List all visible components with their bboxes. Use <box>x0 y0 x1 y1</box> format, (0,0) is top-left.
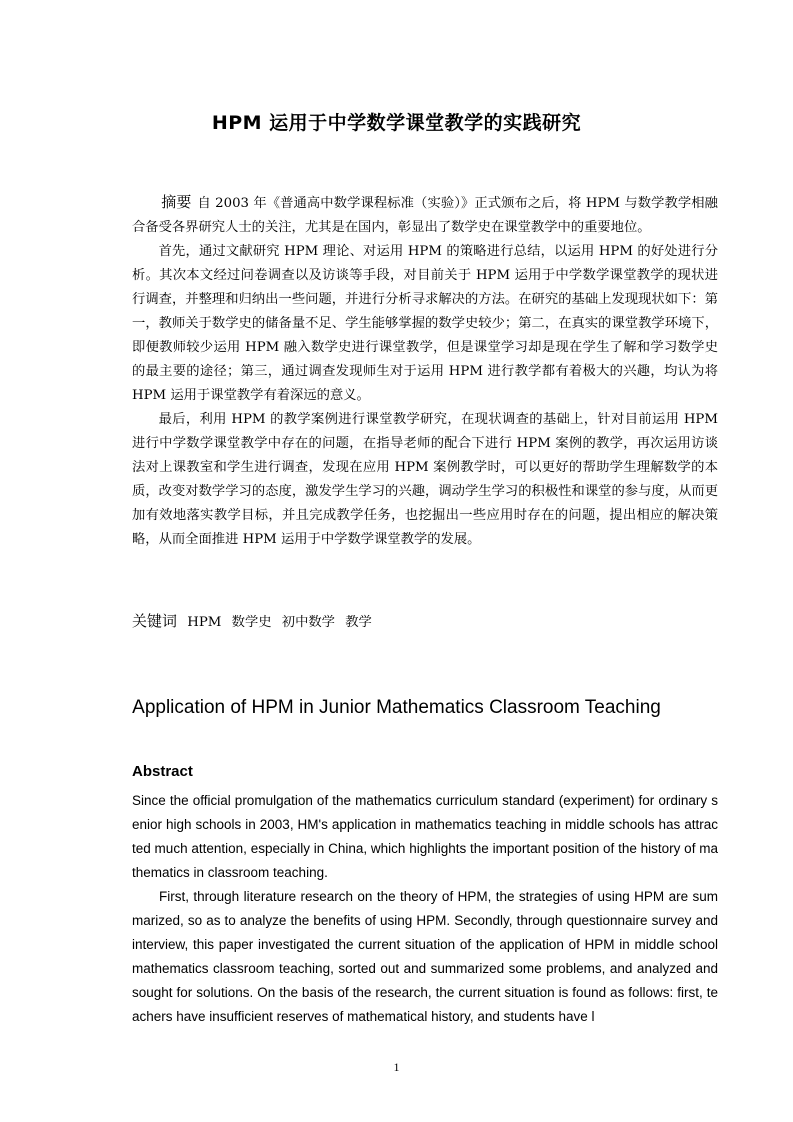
keyword: HPM <box>187 615 222 630</box>
chinese-keywords <box>132 610 378 631</box>
english-abstract-paragraph-2: First, through literature research on the theory of HPM, the strategies of using HPM are summarized, so as to analyze the benefits of using HPM. Secondly, through questionnaire survey and interview, this paper investigated the current situation of the application of HPM in middle school mathematics classroom teaching, sorted out and summarized some problems, and analyzed and sought for solutions. On the basis of the research, the current situation is found as follows: first, teachers have insufficient reserves of mathematical history, and students have l <box>132 889 718 1024</box>
english-title: Application of HPM in Junior Mathematics Classroom Teaching <box>132 697 661 718</box>
keyword: 教学 <box>345 615 372 630</box>
chinese-abstract-paragraph-3: 最后，利用 HPM 的教学案例进行课堂教学研究，在现状调查的基础上，针对目前运用 HPM 进行中学数学课堂教学中存在的问题，在指导老师的配合下进行 HPM 案例的教学，再次运用访谈法对上课教室和学生进行调查，发现在应用 HPM 案例教学时，可以更好的帮助学生理解数学的本质，改变对数学学习的态度，激发学生学习的兴趣，调动学生学习的积极性和课堂的参与度，从而更加有效地落实教学目标，并且完成教学任务，也挖掘出一些应用时存在的问题，提出相应的解决策略，从而全面推进 HPM 运用于中学数学课堂教学的发展。 <box>132 412 718 547</box>
english-abstract-paragraph-1: Since the official promulgation of the mathematics curriculum standard (experiment) for ordinary senior high schools in 2003, HM's application in mathematics teaching in middle schools has attracted much attention, especially in China, which highlights the important position of the history of mathematics in classroom teaching. <box>132 793 718 880</box>
english-abstract-label: Abstract <box>132 763 193 780</box>
keyword: 初中数学 <box>281 615 335 630</box>
chinese-abstract-paragraph-2: 首先，通过文献研究 HPM 理论、对运用 HPM 的策略进行总结，以运用 HPM 的好处进行分析。其次本文经过问卷调查以及访谈等手段，对目前关于 HPM 运用于中学数学课堂教学的现状进行调查，并整理和归纳出一些问题，并进行分析寻求解决的方法。在研究的基础上发现现状如下：第一，教师关于数学史的储备量不足、学生能够掌握的数学史较少；第二，在真实的课堂教学环境下，即便教师较少运用 HPM 融入数学史进行课堂教学，但是课堂学习却是现在学生了解和学习数学史的最主要的途径；第三，通过调查发现师生对于运用 HPM 进行教学都有着极大的兴趣，均认为将 HPM 运用于课堂教学有着深远的意义。 <box>132 244 718 403</box>
keywords-label: 关键词 <box>132 612 178 630</box>
keyword: 数学史 <box>231 615 272 630</box>
chinese-abstract-label: 摘要 <box>161 193 192 211</box>
chinese-abstract <box>132 190 718 552</box>
english-abstract <box>132 789 718 1029</box>
page-number: 1 <box>393 1060 400 1074</box>
chinese-abstract-paragraph-1 <box>132 190 718 240</box>
chinese-abstract-text-1: 自 2003 年《普通高中数学课程标准（实验）》正式颁布之后，将 HPM 与数学教学相融合备受各界研究人士的关注，尤其是在国内，彰显出了数学史在课堂教学中的重要地位。 <box>132 196 718 235</box>
chinese-title: HPM 运用于中学数学课堂教学的实践研究 <box>211 112 582 134</box>
